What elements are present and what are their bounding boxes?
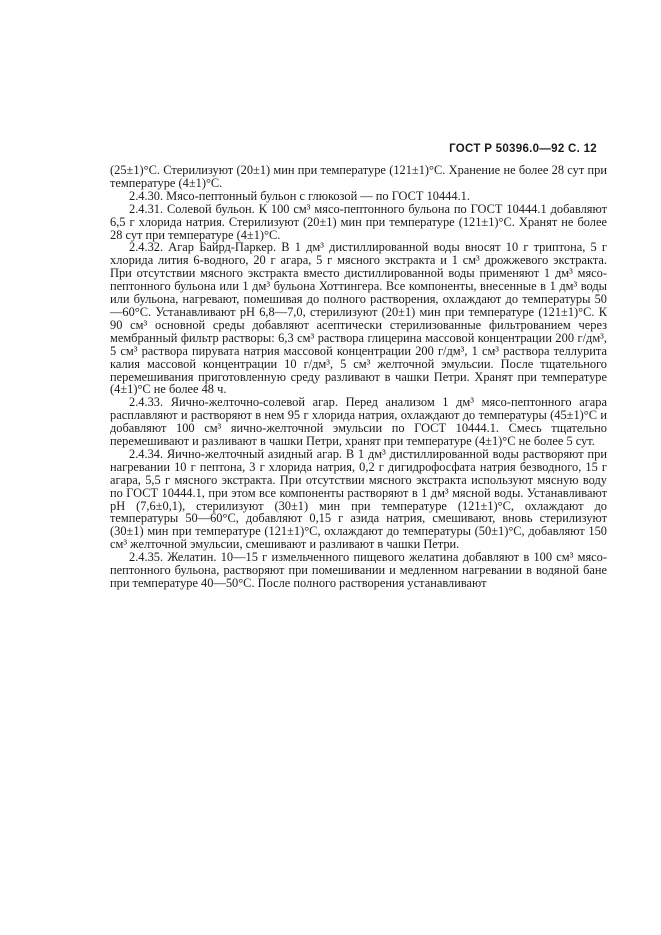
paragraph-2-4-34: 2.4.34. Яично-желточный азидный агар. В 1 дм³ дистиллированной воды растворяют при нагревании 10 г пептона, 3 г хлорида натрия, 0,2 г дигидрофосфата натрия безводного, 15 г агара, 5,5 г мясного экстракта. При отсутствии мясного экстракта используют мясную воду по ГОСТ 10444.1, при этом все компоненты растворяют в 1 дм³ мясной воды. Устанавливают рН (7,6±0,1), стерилизуют (30±1) мин при температуре (121±1)°С, охлаждают до температуры 50—60°С, добавляют 0,15 г азида натрия, смешивают, вновь стерилизуют (30±1) мин при температуре (121±1)°С, охлаждают до температуры (50±1)°С, добавляют 150 см³ желточной эмульсии, смешивают и разливают в чашки Петри. [110,446,607,552]
body-text [110,164,607,590]
paragraph-2-4-35: 2.4.35. Желатин. 10—15 г измельченного пищевого желатина добавляют в 100 см³ мясо-пептонного бульона, растворяют при помешивании и медленном нагревании в водяной бане при температуре 40—50°С. После полного растворения устанавливают [110,550,607,590]
page-header: ГОСТ Р 50396.0—92 С. 12 [449,143,597,155]
paragraph-2-4-32: 2.4.32. Агар Байрд-Паркер. В 1 дм³ дистиллированной воды вносят 10 г триптона, 5 г хлорида лития 6-водного, 20 г агара, 5 г мясного экстракта и 1 см³ дрожжевого экстракта. При отсутствии мясного экстракта вместо дистиллированной воды применяют 1 дм³ мясо-пептонного бульона или 1 дм³ бульона Хоттингера. Все компоненты, внесенные в 1 дм³ воды или бульона, нагревают, помешивая до полного растворения, охлаждают до температуры 50—60°С. Устанавливают рН 6,8—7,0, стерилизуют (20±1) мин при температуре (121±1)°С. К 90 см³ основной среды добавляют асептически стерилизованные фильтрованием через мембранный фильтр растворы: 6,3 см³ раствора глицерина массовой концентрации 200 г/дм³, 5 см³ раствора пирувата натрия массовой концентрации 200 г/дм³, 1 см³ раствора теллурита калия массовой концентрации 10 г/дм³, 5 см³ желточной эмульсии. После тщательного перемешивания приготовленную среду разливают в чашки Петри. Хранят при температуре (4±1)°С не более 48 ч. [110,240,607,397]
paragraph-2-4-30: 2.4.30. Мясо-пептонный бульон с глюкозой — по ГОСТ 10444.1. [129,188,470,203]
paragraph-2-4-33: 2.4.33. Яично-желточно-солевой агар. Перед анализом 1 дм³ мясо-пептонного агара расплавляют и растворяют в нем 95 г хлорида натрия, охлаждают до температуры (45±1)°С и добавляют 100 см³ яично-желточной эмульсии по ГОСТ 10444.1. Смесь тщательно перемешивают и разливают в чашки Петри, хранят при температуре (4±1)°С не более 5 сут. [110,395,607,449]
paragraph-2-4-31: 2.4.31. Солевой бульон. К 100 см³ мясо-пептонного бульона по ГОСТ 10444.1 добавляют 6,5 г хлорида натрия. Стерилизуют (20±1) мин при температуре (121±1)°С. Хранят не более 28 сут при температуре (4±1)°С. [110,201,607,242]
paragraph-continuation: (25±1)°С. Стерилизуют (20±1) мин при температуре (121±1)°С. Хранение не более 28 сут при температуре (4±1)°С. [110,163,607,190]
